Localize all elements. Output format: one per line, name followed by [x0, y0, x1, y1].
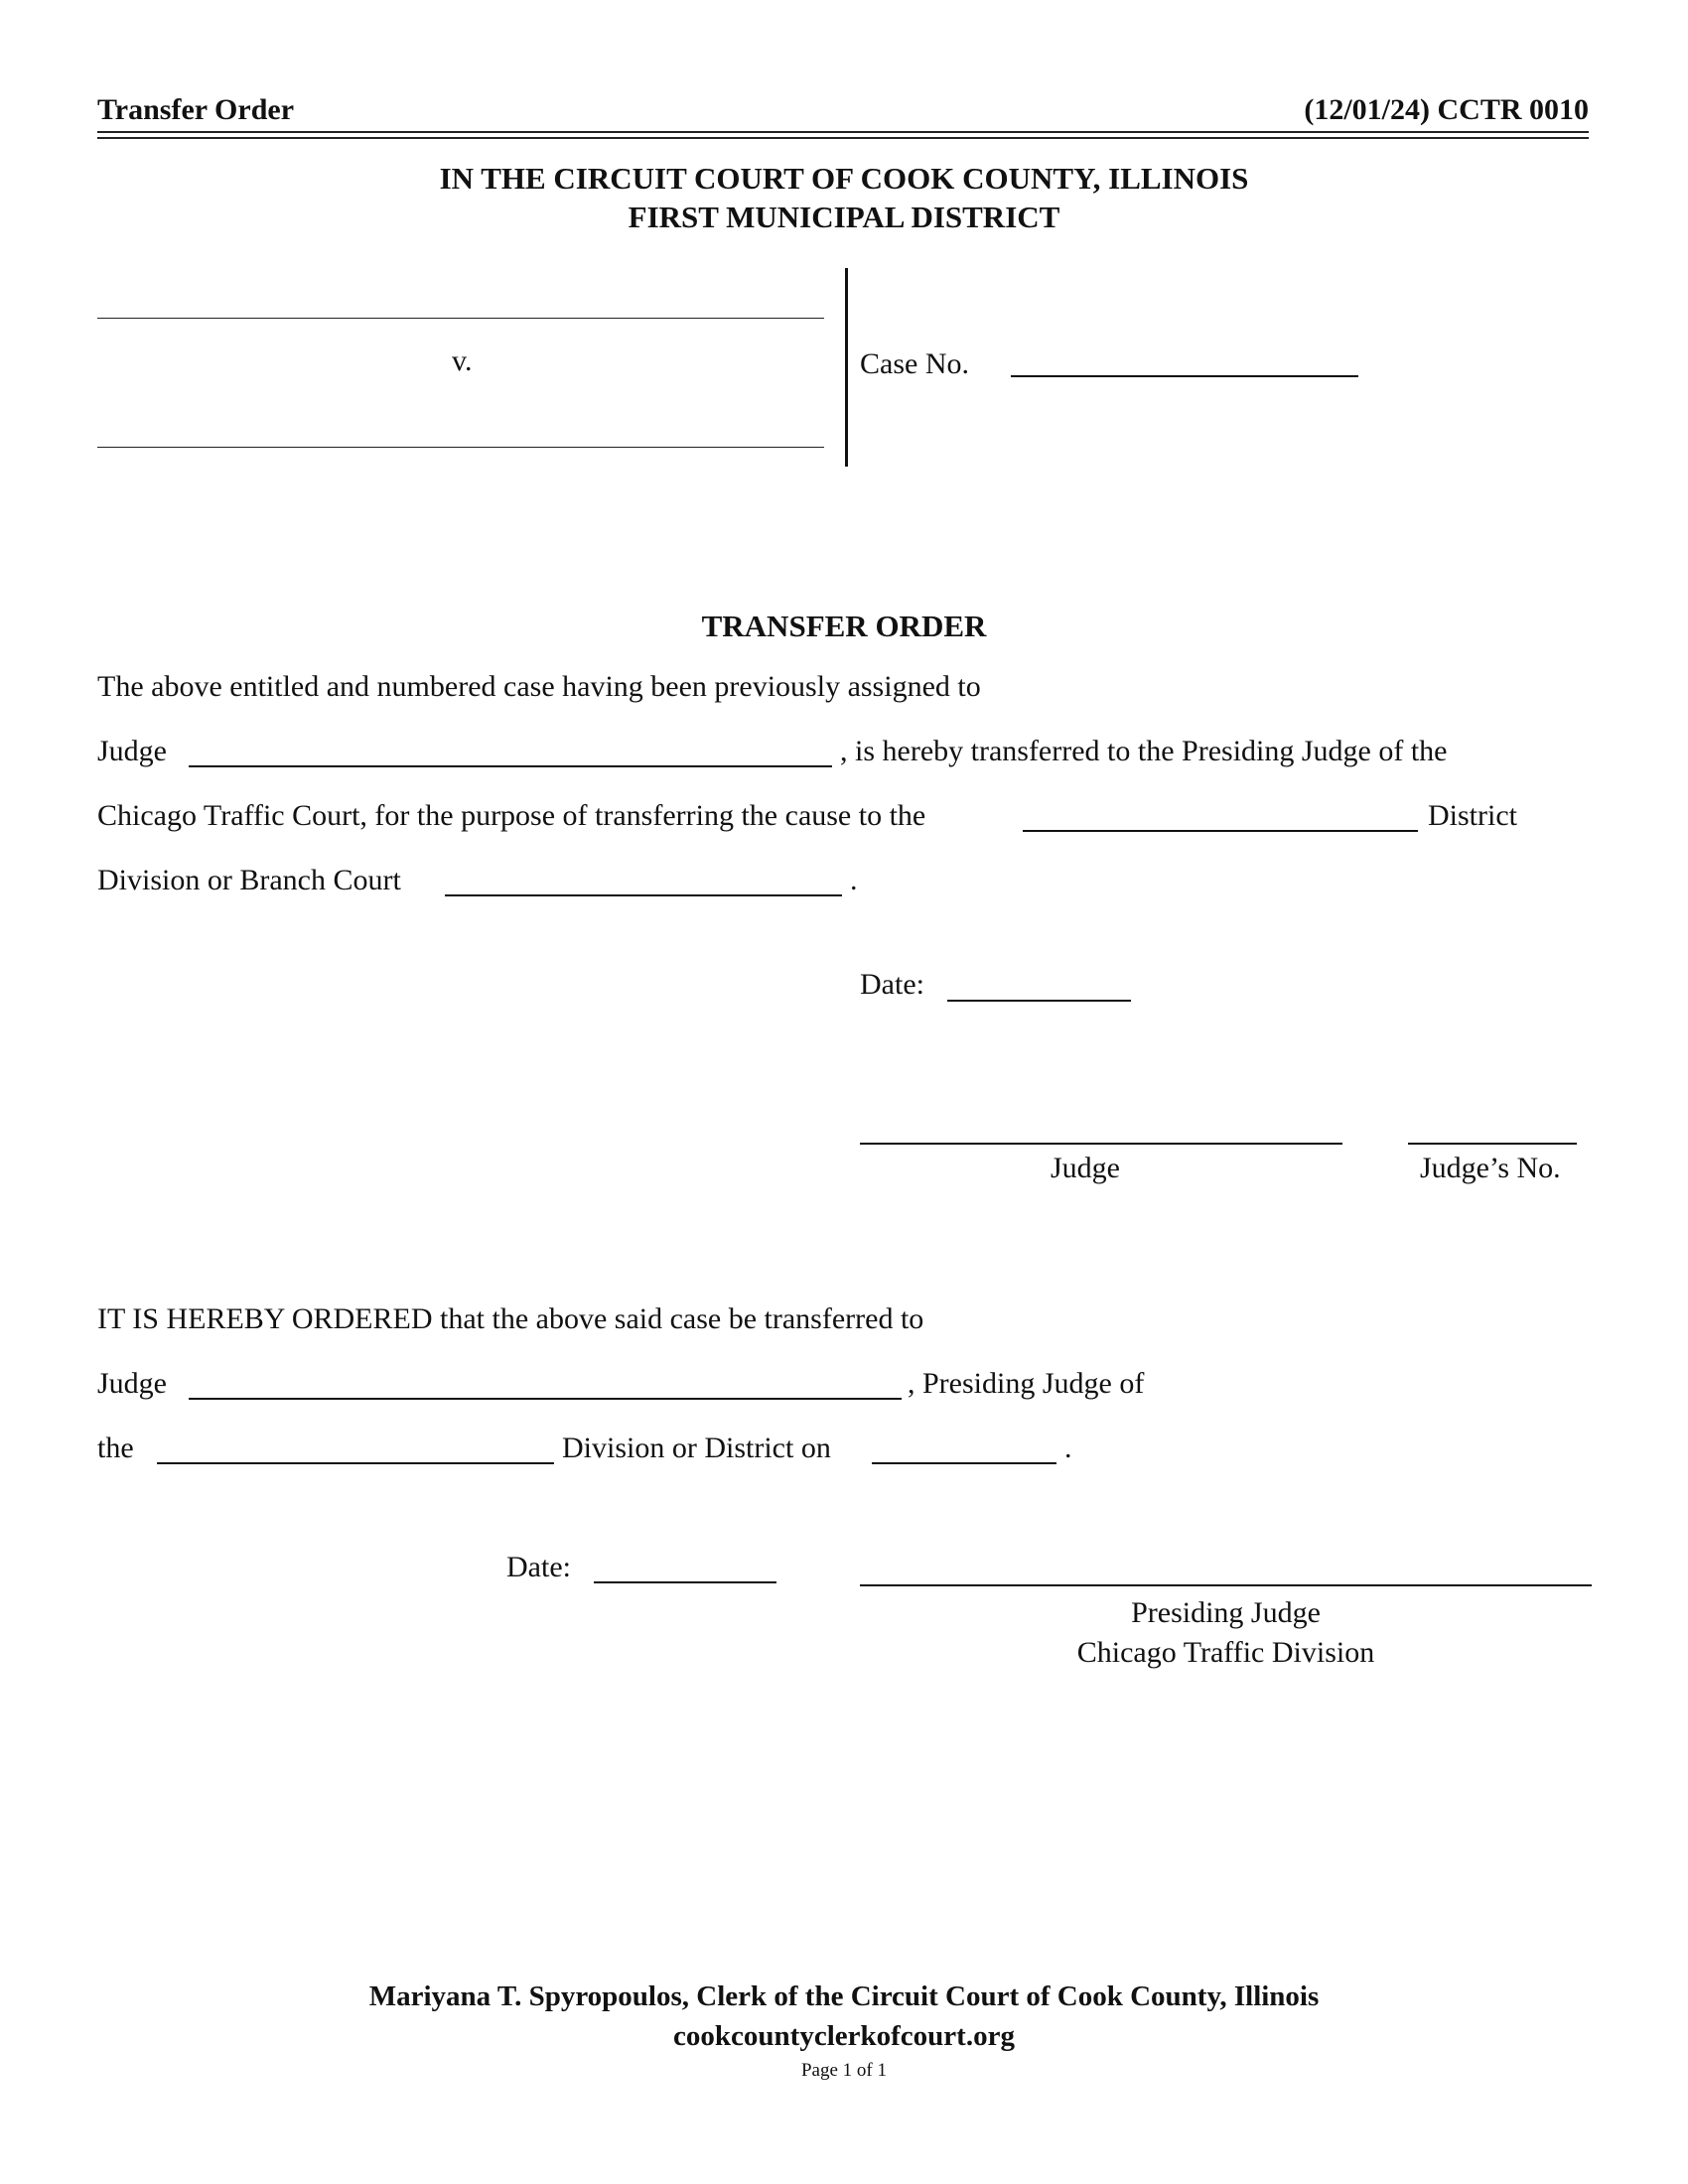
judge-signature-label: Judge	[1051, 1152, 1120, 1184]
ordered-judge-label: Judge	[97, 1367, 167, 1400]
presiding-clause: , Presiding Judge of	[908, 1367, 1145, 1400]
period: .	[850, 864, 858, 896]
ordered-intro: IT IS HEREBY ORDERED that the above said case be transferred to	[97, 1302, 924, 1335]
caption-divider	[845, 268, 848, 467]
header-rule-top	[97, 131, 1589, 133]
order-intro: The above entitled and numbered case having been previously assigned to	[97, 670, 981, 703]
date-label: Date:	[860, 968, 924, 1001]
district-word: District	[1428, 799, 1517, 832]
chicago-clause: Chicago Traffic Court, for the purpose of transferring the cause to the	[97, 799, 926, 832]
defendant-field[interactable]	[97, 447, 824, 448]
judge-number-label: Judge’s No.	[1420, 1152, 1561, 1184]
judge-signature-field[interactable]	[860, 1143, 1342, 1145]
transfer-district-field[interactable]	[1023, 830, 1418, 832]
presiding-judge-name-field[interactable]	[189, 1398, 902, 1400]
division-branch-label: Division or Branch Court	[97, 864, 401, 896]
case-no-label: Case No.	[860, 347, 969, 380]
ordered-date-field[interactable]	[594, 1581, 776, 1583]
versus-label: v.	[452, 344, 473, 377]
presiding-judge-signature-field[interactable]	[860, 1584, 1592, 1586]
assigned-judge-field[interactable]	[189, 765, 832, 767]
branch-court-field[interactable]	[445, 894, 842, 896]
ordered-date-label: Date:	[506, 1551, 571, 1583]
the-word: the	[97, 1432, 134, 1464]
page-number: Page 1 of 1	[800, 2060, 887, 2081]
court-district: FIRST MUNICIPAL DISTRICT	[628, 200, 1060, 234]
case-no-field[interactable]	[1011, 375, 1358, 377]
form-title: Transfer Order	[97, 93, 295, 126]
judge-label: Judge	[97, 735, 167, 767]
clerk-website[interactable]: cookcountyclerkofcourt.org	[673, 2020, 1015, 2052]
ordered-on-date-field[interactable]	[872, 1462, 1056, 1464]
order-title: TRANSFER ORDER	[701, 609, 987, 643]
court-name: IN THE CIRCUIT COURT OF COOK COUNTY, ILLINOIS	[439, 161, 1249, 196]
division-district-on: Division or District on	[562, 1432, 831, 1464]
traffic-division-label: Chicago Traffic Division	[1076, 1636, 1375, 1669]
form-code: (12/01/24) CCTR 0010	[1304, 93, 1589, 126]
presiding-judge-label: Presiding Judge	[1131, 1596, 1321, 1629]
ordered-period: .	[1064, 1432, 1072, 1464]
ordered-division-field[interactable]	[157, 1462, 554, 1464]
clerk-line: Mariyana T. Spyropoulos, Clerk of the Circuit Court of Cook County, Illinois	[368, 1980, 1320, 2012]
order-date-field[interactable]	[947, 1000, 1131, 1002]
judge-number-field[interactable]	[1408, 1143, 1577, 1145]
header-rule-bottom	[97, 137, 1589, 139]
plaintiff-field[interactable]	[97, 318, 824, 319]
transfer-clause: , is hereby transferred to the Presiding Judge of the	[840, 735, 1448, 767]
